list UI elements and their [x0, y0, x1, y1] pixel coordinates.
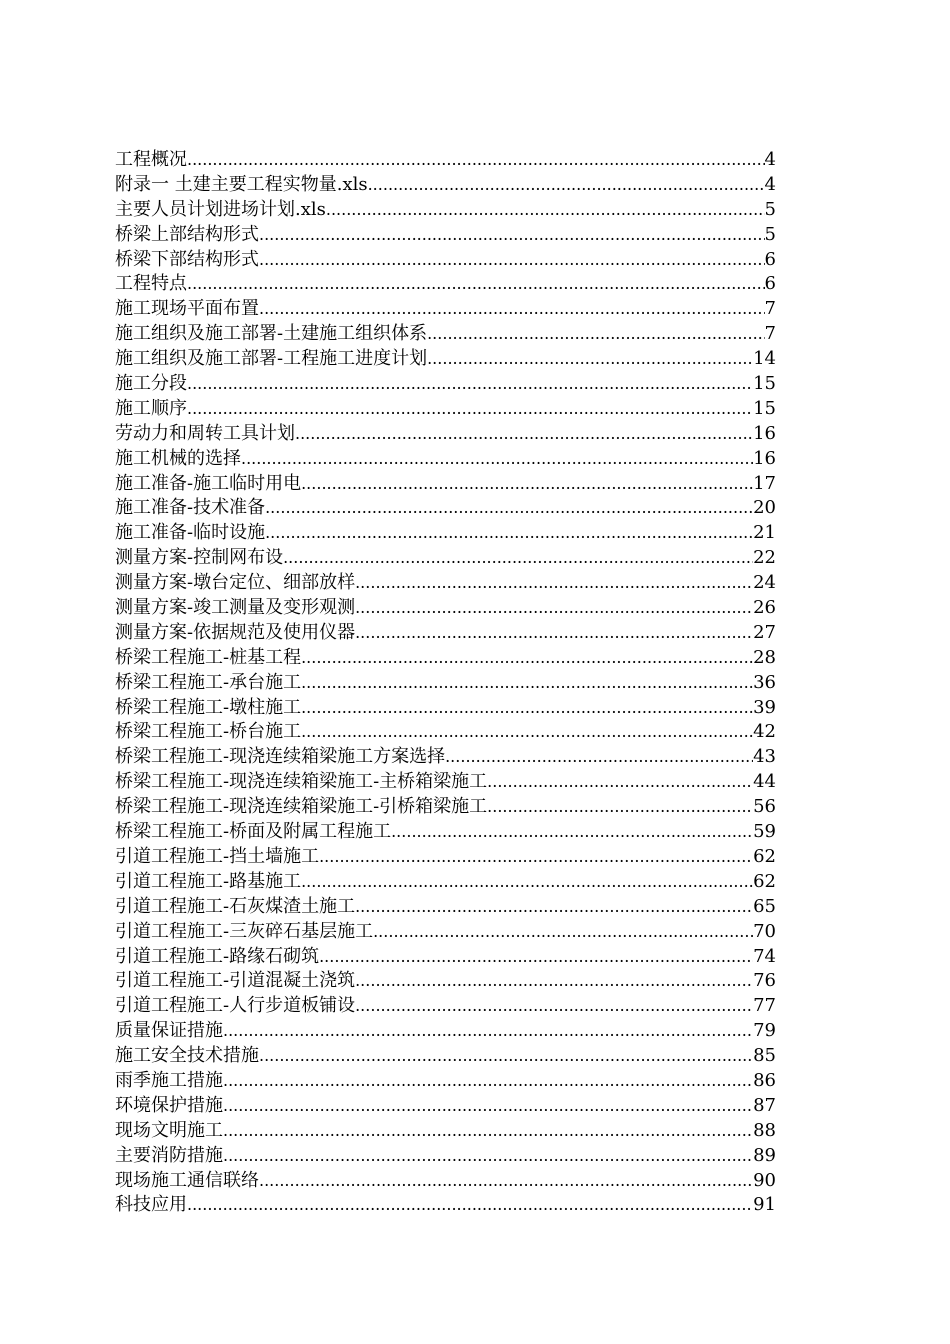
toc-dot-leader [301, 870, 753, 895]
toc-entry[interactable] [115, 770, 776, 795]
toc-dot-leader [301, 720, 753, 745]
toc-entry-page-number: 5 [764, 198, 776, 220]
toc-dot-leader [487, 770, 753, 795]
toc-entry-title: 施工准备-临时设施 [115, 522, 266, 544]
toc-entry-page-number: 59 [753, 821, 776, 843]
toc-entry-page-number: 24 [753, 572, 776, 594]
toc-entry-page-number: 39 [753, 696, 776, 718]
toc-entry-title: 引道工程施工-人行步道板铺设 [115, 995, 356, 1017]
toc-entry-page-number: 91 [753, 1194, 776, 1216]
toc-entry[interactable] [115, 397, 776, 422]
toc-entry[interactable] [115, 148, 776, 173]
toc-entry[interactable] [115, 1044, 776, 1069]
toc-entry-page-number: 79 [753, 1020, 776, 1042]
toc-entry-title: 桥梁工程施工-桥面及附属工程施工 [115, 821, 392, 843]
toc-entry[interactable] [115, 347, 776, 372]
toc-entry-page-number: 44 [753, 771, 776, 793]
toc-entry-page-number: 62 [753, 870, 776, 892]
toc-entry-title: 测量方案-控制网布设 [115, 547, 284, 569]
toc-dot-leader [187, 148, 765, 173]
toc-entry-page-number: 74 [753, 945, 776, 967]
toc-entry-title: 引道工程施工-路缘石砌筑 [115, 945, 320, 967]
toc-entry-title: 施工顺序 [115, 397, 187, 419]
toc-entry[interactable] [115, 720, 776, 745]
toc-entry-page-number: 5 [764, 223, 776, 245]
toc-entry-title: 雨季施工措施 [115, 1069, 223, 1091]
toc-entry-title: 桥梁工程施工-现浇连续箱梁施工-主桥箱梁施工 [115, 771, 488, 793]
toc-dot-leader [223, 1144, 753, 1169]
toc-entry-title: 施工机械的选择 [115, 447, 241, 469]
toc-dot-leader [326, 198, 765, 223]
toc-dot-leader [355, 969, 753, 994]
toc-entry-title: 引道工程施工-挡土墙施工 [115, 845, 320, 867]
toc-entry[interactable] [115, 372, 776, 397]
toc-entry[interactable] [115, 496, 776, 521]
toc-entry-title: 施工准备-施工临时用电 [115, 472, 302, 494]
toc-entry-page-number: 86 [753, 1069, 776, 1091]
toc-entry[interactable] [115, 223, 776, 248]
toc-entry-page-number: 26 [753, 597, 776, 619]
toc-entry[interactable] [115, 994, 776, 1019]
toc-dot-leader [427, 347, 753, 372]
toc-entry-title: 桥梁工程施工-桥台施工 [115, 721, 302, 743]
toc-dot-leader [283, 546, 753, 571]
toc-entry[interactable] [115, 969, 776, 994]
toc-dot-leader [427, 322, 764, 347]
toc-entry-page-number: 15 [753, 373, 776, 395]
toc-entry[interactable] [115, 472, 776, 497]
toc-entry[interactable] [115, 895, 776, 920]
toc-entry[interactable] [115, 795, 776, 820]
toc-dot-leader [259, 1169, 753, 1194]
toc-entry-page-number: 6 [764, 248, 776, 270]
toc-entry-title: 施工组织及施工部署-土建施工组织体系 [115, 323, 428, 345]
toc-entry-title: 现场施工通信联络 [115, 1169, 259, 1191]
toc-entry-page-number: 62 [753, 845, 776, 867]
toc-entry-page-number: 7 [764, 323, 776, 345]
toc-dot-leader [368, 173, 765, 198]
toc-entry[interactable] [115, 696, 776, 721]
toc-entry[interactable] [115, 1069, 776, 1094]
toc-entry-title: 桥梁工程施工-桩基工程 [115, 646, 302, 668]
toc-entry-page-number: 43 [753, 746, 776, 768]
toc-entry-page-number: 70 [753, 920, 776, 942]
toc-entry-page-number: 42 [753, 721, 776, 743]
toc-entry-title: 主要人员计划进场计划.xls [115, 198, 326, 220]
toc-dot-leader [241, 447, 753, 472]
toc-dot-leader [187, 372, 753, 397]
toc-entry-title: 科技应用 [115, 1194, 187, 1216]
toc-entry-title: 施工安全技术措施 [115, 1045, 259, 1067]
toc-entry-title: 桥梁工程施工-墩柱施工 [115, 696, 302, 718]
toc-entry-page-number: 17 [753, 472, 776, 494]
toc-dot-leader [355, 571, 753, 596]
toc-entry[interactable] [115, 422, 776, 447]
toc-entry-title: 引道工程施工-三灰碎石基层施工 [115, 920, 374, 942]
toc-dot-leader [373, 920, 753, 945]
toc-dot-leader [301, 472, 753, 497]
toc-dot-leader [187, 272, 765, 297]
toc-entry-page-number: 85 [753, 1045, 776, 1067]
toc-entry-title: 测量方案-墩台定位、细部放样 [115, 572, 356, 594]
toc-dot-leader [391, 820, 753, 845]
toc-entry-title: 工程特点 [115, 273, 187, 295]
toc-entry-page-number: 90 [753, 1169, 776, 1191]
toc-dot-leader [223, 1069, 753, 1094]
toc-entry-page-number: 14 [753, 348, 776, 370]
toc-entry-page-number: 15 [753, 397, 776, 419]
toc-entry-title: 施工组织及施工部署-工程施工进度计划 [115, 348, 428, 370]
toc-dot-leader [301, 646, 753, 671]
toc-entry[interactable] [115, 920, 776, 945]
toc-entry[interactable] [115, 845, 776, 870]
toc-entry[interactable] [115, 820, 776, 845]
toc-entry[interactable] [115, 1094, 776, 1119]
toc-entry-title: 桥梁工程施工-现浇连续箱梁施工方案选择 [115, 746, 446, 768]
toc-dot-leader [301, 671, 753, 696]
toc-entry[interactable] [115, 521, 776, 546]
toc-entry-title: 质量保证措施 [115, 1020, 223, 1042]
toc-entry-title: 主要消防措施 [115, 1144, 223, 1166]
toc-dot-leader [265, 521, 753, 546]
toc-entry-page-number: 56 [753, 796, 776, 818]
toc-entry-page-number: 21 [753, 522, 776, 544]
toc-dot-leader [187, 1193, 753, 1218]
toc-entry[interactable] [115, 297, 776, 322]
toc-dot-leader [223, 1119, 753, 1144]
toc-entry[interactable] [115, 571, 776, 596]
toc-entry[interactable] [115, 745, 776, 770]
toc-entry-title: 测量方案-竣工测量及变形观测 [115, 597, 356, 619]
toc-entry-title: 测量方案-依据规范及使用仪器 [115, 621, 356, 643]
toc-dot-leader [259, 248, 765, 273]
toc-dot-leader [355, 895, 753, 920]
toc-entry[interactable] [115, 870, 776, 895]
toc-entry-page-number: 16 [753, 422, 776, 444]
toc-dot-leader [445, 745, 753, 770]
toc-dot-leader [295, 422, 753, 447]
toc-entry[interactable] [115, 596, 776, 621]
toc-entry[interactable] [115, 447, 776, 472]
toc-dot-leader [187, 397, 753, 422]
toc-entry[interactable] [115, 198, 776, 223]
toc-entry[interactable] [115, 1193, 776, 1218]
toc-entry-title: 附录一 土建主要工程实物量.xls [115, 173, 368, 195]
toc-entry[interactable] [115, 322, 776, 347]
toc-entry-page-number: 89 [753, 1144, 776, 1166]
toc-entry-page-number: 20 [753, 497, 776, 519]
toc-dot-leader [319, 845, 753, 870]
toc-entry[interactable] [115, 546, 776, 571]
toc-entry[interactable] [115, 646, 776, 671]
toc-entry-page-number: 76 [753, 970, 776, 992]
toc-entry-page-number: 28 [753, 646, 776, 668]
toc-dot-leader [259, 297, 765, 322]
toc-entry-page-number: 88 [753, 1119, 776, 1141]
toc-entry[interactable] [115, 1119, 776, 1144]
toc-entry-title: 现场文明施工 [115, 1119, 223, 1141]
toc-entry-title: 桥梁上部结构形式 [115, 223, 259, 245]
toc-entry-page-number: 87 [753, 1094, 776, 1116]
toc-entry-title: 桥梁下部结构形式 [115, 248, 259, 270]
toc-dot-leader [259, 1044, 753, 1069]
toc-dot-leader [223, 1094, 753, 1119]
toc-entry-title: 施工准备-技术准备 [115, 497, 266, 519]
toc-entry[interactable] [115, 173, 776, 198]
toc-dot-leader [319, 945, 753, 970]
toc-entry-page-number: 77 [753, 995, 776, 1017]
toc-dot-leader [355, 596, 753, 621]
toc-entry-page-number: 4 [764, 149, 776, 170]
toc-dot-leader [265, 496, 753, 521]
toc-entry-page-number: 4 [764, 173, 776, 195]
toc-entry-page-number: 7 [764, 298, 776, 320]
toc-dot-leader [487, 795, 753, 820]
toc-dot-leader [259, 223, 765, 248]
toc-entry[interactable] [115, 671, 776, 696]
table-of-contents [115, 148, 776, 1218]
toc-entry-title: 工程概况 [115, 149, 187, 170]
toc-entry-page-number: 22 [753, 547, 776, 569]
toc-entry-page-number: 6 [764, 273, 776, 295]
toc-entry-title: 环境保护措施 [115, 1094, 223, 1116]
toc-entry[interactable] [115, 1144, 776, 1169]
toc-entry-title: 施工现场平面布置 [115, 298, 259, 320]
toc-entry-page-number: 36 [753, 671, 776, 693]
toc-entry-title: 桥梁工程施工-现浇连续箱梁施工-引桥箱梁施工 [115, 796, 488, 818]
toc-dot-leader [355, 621, 753, 646]
toc-entry-title: 桥梁工程施工-承台施工 [115, 671, 302, 693]
toc-dot-leader [301, 696, 753, 721]
toc-entry[interactable] [115, 621, 776, 646]
toc-entry-title: 劳动力和周转工具计划 [115, 422, 295, 444]
toc-entry[interactable] [115, 945, 776, 970]
toc-entry-title: 引道工程施工-引道混凝土浇筑 [115, 970, 356, 992]
toc-entry-title: 施工分段 [115, 373, 187, 395]
toc-entry[interactable] [115, 248, 776, 273]
toc-dot-leader [223, 1019, 753, 1044]
toc-entry-title: 引道工程施工-石灰煤渣土施工 [115, 895, 356, 917]
toc-entry-page-number: 65 [753, 895, 776, 917]
toc-entry[interactable] [115, 272, 776, 297]
toc-entry[interactable] [115, 1169, 776, 1194]
toc-entry-page-number: 16 [753, 447, 776, 469]
toc-entry-page-number: 27 [753, 621, 776, 643]
toc-entry[interactable] [115, 1019, 776, 1044]
toc-entry-title: 引道工程施工-路基施工 [115, 870, 302, 892]
toc-dot-leader [355, 994, 753, 1019]
